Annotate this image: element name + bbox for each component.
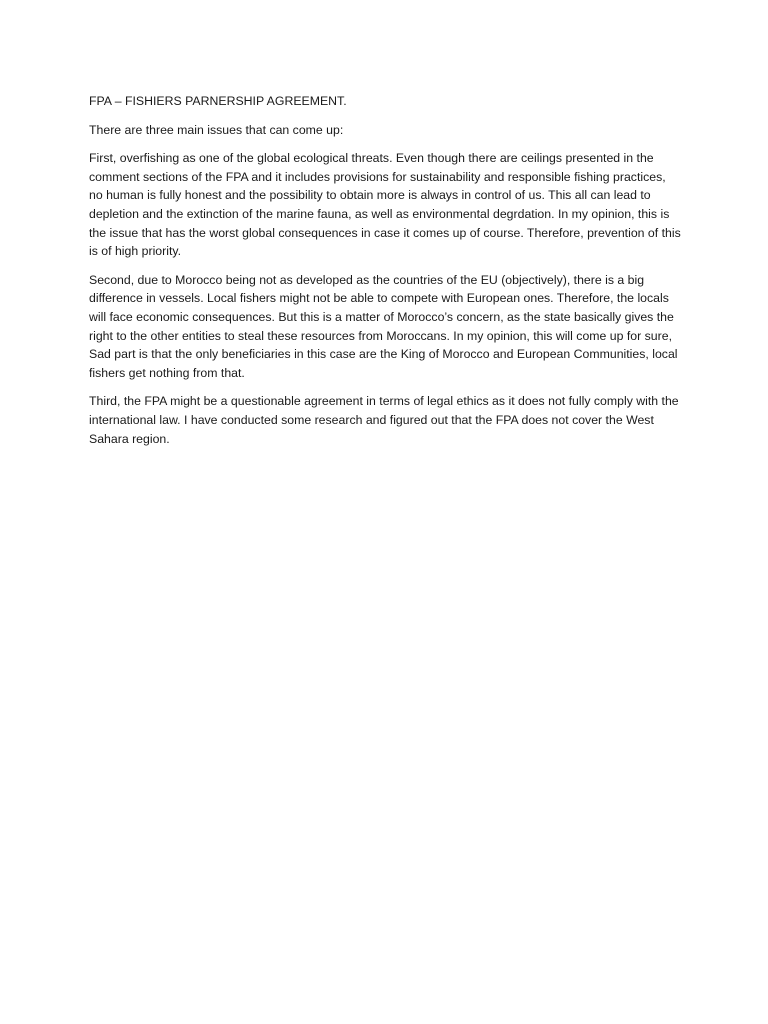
document-body bbox=[89, 92, 681, 458]
paragraph-overfishing: First, overfishing as one of the global ecological threats. Even though there are ceilings presented in the comment sections of the FPA and it includes provisions for sustainability and responsible fishing practices, no human is fully honest and the possibility to obtain more is always in control of us. This all can lead to depletion and the extinction of the marine fauna, as well as environmental degrdation. In my opinion, this is the issue that has the worst global consequences in case it comes up of course. Therefore, prevention of this is of high priority. bbox=[89, 151, 681, 259]
intro-paragraph: There are three main issues that can come up: bbox=[89, 122, 344, 137]
paragraph-economic: Second, due to Morocco being not as developed as the countries of the EU (objectively), there is a big difference in vessels. Local fishers might not be able to compete with European ones. Therefore, the locals will face economic consequences. But this is a matter of Morocco’s concern, as the state basically gives the right to the other entities to steal these resources from Moroccans. In my opinion, this will come up for sure, Sad part is that the only beneficiaries in this case are the King of Morocco and European Communities, local fishers get nothing from that. bbox=[89, 272, 678, 380]
document-title: FPA – FISHIERS PARNERSHIP AGREEMENT. bbox=[89, 94, 347, 108]
paragraph-legal: Third, the FPA might be a questionable agreement in terms of legal ethics as it does not fully comply with the international law. I have conducted some research and figured out that the FPA does not cover the West Sahara region. bbox=[89, 394, 679, 446]
